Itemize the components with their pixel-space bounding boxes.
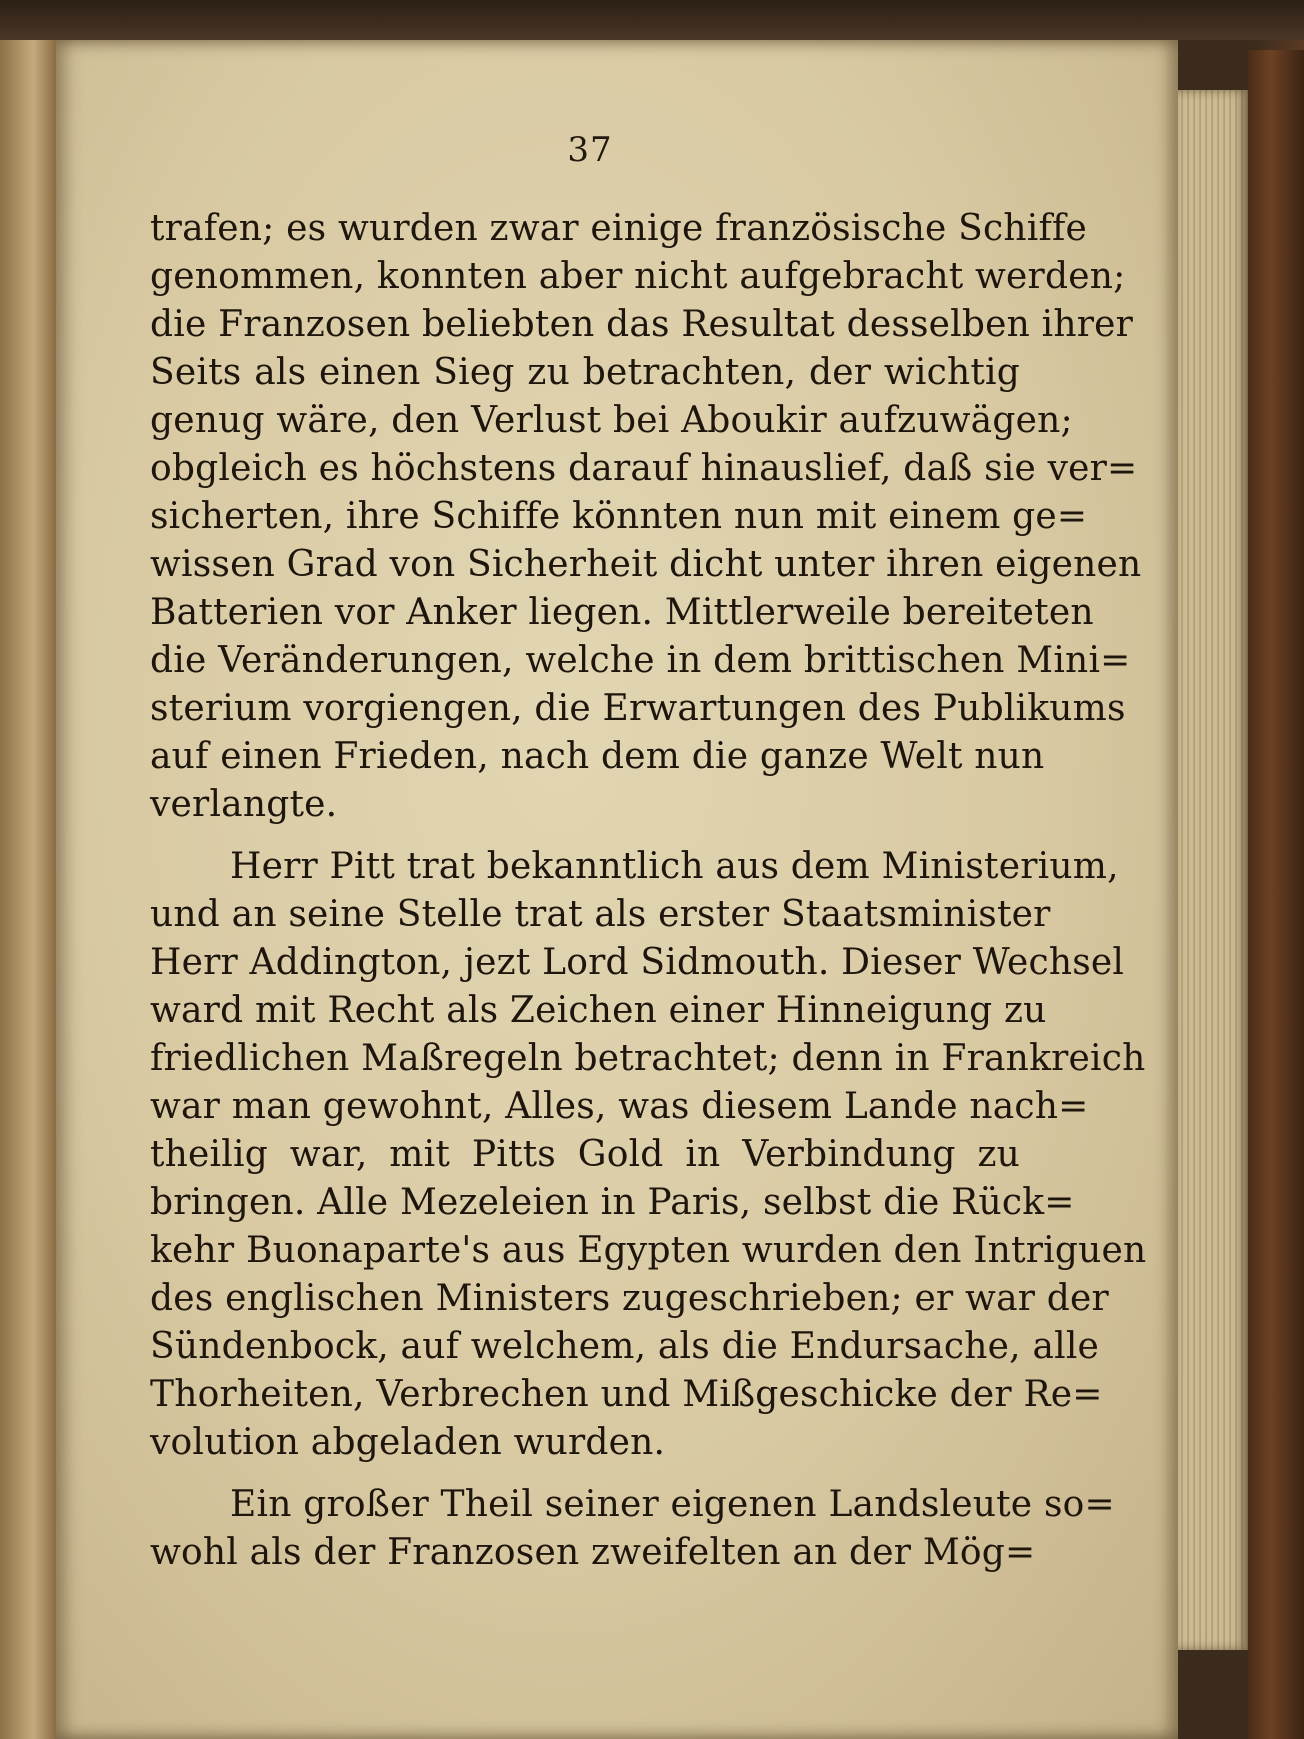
text-line: Ein großer Theil seiner eigenen Landsleute so= (230, 1484, 1115, 1525)
text-line: auf einen Frieden, nach dem die ganze Welt nun (150, 736, 1045, 777)
text-line: volution abgeladen wurden. (150, 1422, 666, 1463)
text-line: obgleich es höchstens darauf hinauslief, daß sie ver= (150, 448, 1138, 489)
text-line: Herr Pitt trat bekanntlich aus dem Ministerium, (230, 846, 1119, 887)
text-line: kehr Buonaparte's aus Egypten wurden den Intriguen (150, 1230, 1147, 1271)
text-line: Sündenbock, auf welchem, als die Endursache, alle (150, 1326, 1100, 1367)
text-line: wissen Grad von Sicherheit dicht unter ihren eigenen (150, 544, 1142, 585)
text-line: Herr Addington, jezt Lord Sidmouth. Dieser Wechsel (150, 942, 1125, 983)
text-line: trafen; es wurden zwar einige französische Schiffe (150, 208, 1087, 249)
text-line: genug wäre, den Verlust bei Aboukir aufzuwägen; (150, 400, 1073, 441)
text-line: Batterien vor Anker liegen. Mittlerweile bereiteten (150, 592, 1094, 633)
page-number: 37 (567, 130, 613, 170)
text-line: theilig war, mit Pitts Gold in Verbindung zu (150, 1134, 1020, 1175)
text-line: verlangte. (150, 784, 338, 825)
text-line: sterium vorgiengen, die Erwartungen des Publikums (150, 688, 1126, 729)
text-line: die Veränderungen, welche in dem brittischen Mini= (150, 640, 1131, 681)
text-line: des englischen Ministers zugeschrieben; er war der (150, 1278, 1109, 1319)
text-line: sicherten, ihre Schiffe könnten nun mit einem ge= (150, 496, 1088, 537)
book-top-edge (0, 0, 1304, 40)
text-line: war man gewohnt, Alles, was diesem Lande nach= (150, 1086, 1089, 1127)
text-line: friedlichen Maßregeln betrachtet; denn in Frankreich (150, 1038, 1146, 1079)
page-stack-edge (1178, 90, 1248, 1650)
text-line: und an seine Stelle trat als erster Staatsminister (150, 894, 1051, 935)
text-line: die Franzosen beliebten das Resultat desselben ihrer (150, 304, 1134, 345)
book-cover-edge (1248, 50, 1304, 1739)
text-line: ward mit Recht als Zeichen einer Hinneigung zu (150, 990, 1047, 1031)
facing-page-edge (0, 40, 56, 1739)
page-text (150, 205, 1147, 1577)
text-line: bringen. Alle Mezeleien in Paris, selbst die Rück= (150, 1182, 1075, 1223)
text-line: wohl als der Franzosen zweifelten an der Mög= (150, 1532, 1036, 1573)
text-line: Seits als einen Sieg zu betrachten, der wichtig (150, 352, 1020, 393)
text-line: Thorheiten, Verbrechen und Mißgeschicke der Re= (150, 1374, 1103, 1415)
text-line: genommen, konnten aber nicht aufgebracht werden; (150, 256, 1126, 297)
